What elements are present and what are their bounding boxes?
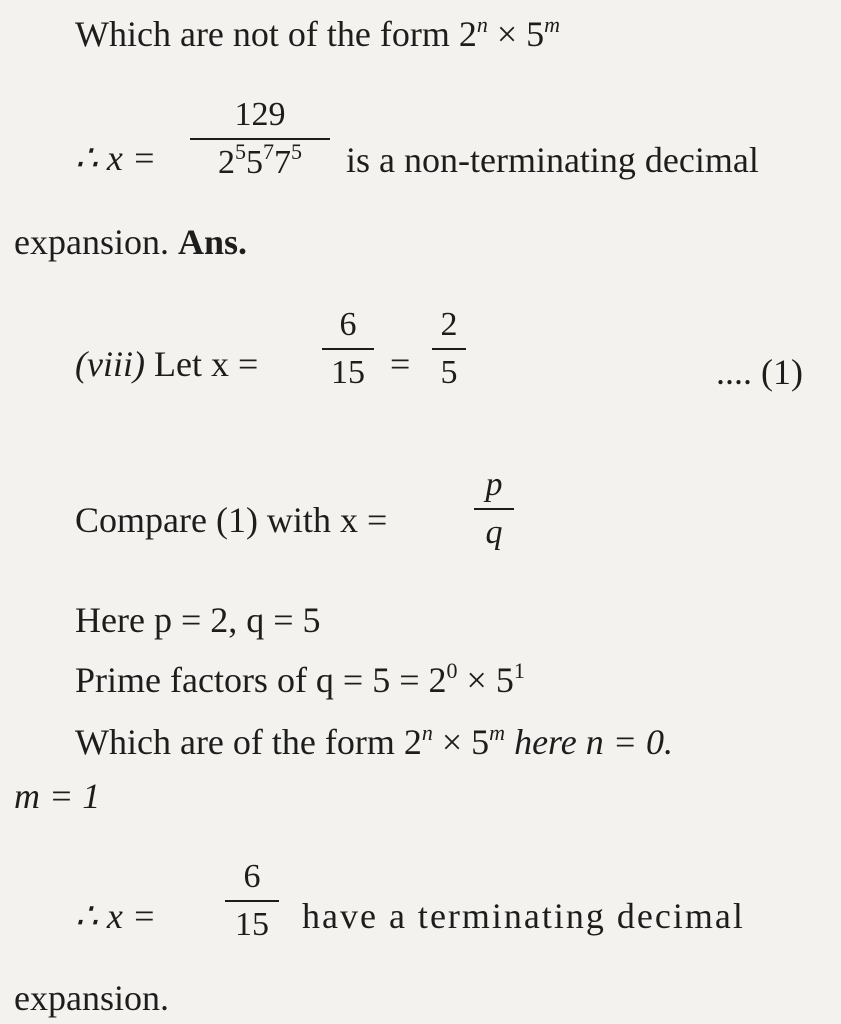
line3-text: expansion. bbox=[14, 222, 169, 262]
line4-label bbox=[75, 344, 258, 384]
line5-den: q bbox=[485, 514, 503, 551]
line1-text: Which are not of the form 2 bbox=[75, 14, 477, 54]
line7-times: × 5 bbox=[457, 660, 514, 700]
line10-therefore: ∴ x = bbox=[75, 896, 157, 936]
line7-exp2: 1 bbox=[513, 658, 525, 683]
line4-fraction2 bbox=[432, 306, 466, 392]
line4-bar1 bbox=[322, 348, 374, 350]
line4-let: Let x = bbox=[153, 344, 259, 384]
line1-times: × 5 bbox=[487, 14, 545, 54]
line4-den1: 15 bbox=[331, 354, 365, 391]
line3-ans: Ans. bbox=[177, 222, 247, 262]
line5-fraction bbox=[474, 466, 514, 552]
line-m-equals bbox=[14, 776, 100, 816]
line8-exp-n: n bbox=[421, 720, 433, 745]
line5-compare: Compare (1) with x = bbox=[75, 500, 388, 540]
line7-text: Prime factors of q = 5 = 2 bbox=[75, 660, 447, 700]
line1-exp-n: n bbox=[476, 12, 488, 37]
line-expansion-ans bbox=[14, 222, 247, 262]
line10-bar bbox=[225, 900, 279, 902]
line8-text: Which are of the form 2 bbox=[75, 722, 422, 762]
line4-viii: (viii) bbox=[75, 344, 145, 384]
line8-exp-m: m bbox=[489, 720, 506, 745]
line6-text: Here p = 2, q = 5 bbox=[75, 600, 321, 640]
line4-den2: 5 bbox=[440, 354, 458, 391]
line2-tail: is a non-terminating decimal bbox=[346, 140, 759, 180]
line-here-pq bbox=[75, 600, 321, 640]
line8-tail: here n = 0. bbox=[505, 722, 673, 762]
line2-fraction-bar bbox=[190, 138, 330, 140]
line10-num: 6 bbox=[243, 858, 261, 895]
line2-numerator: 129 bbox=[234, 96, 286, 133]
line-prime-factors bbox=[75, 660, 525, 700]
line1-exp-m: m bbox=[544, 12, 561, 37]
line10-tail: have a terminating decimal bbox=[302, 896, 745, 936]
line10-fraction bbox=[225, 858, 279, 944]
line11-text: expansion. bbox=[14, 978, 169, 1018]
line5-text bbox=[75, 500, 387, 540]
line2-therefore: ∴ x = bbox=[75, 138, 157, 178]
line4-fraction1 bbox=[322, 306, 374, 392]
line-form-of bbox=[75, 722, 673, 762]
line4-eq: = bbox=[390, 344, 411, 384]
line9-text: m = 1 bbox=[14, 776, 101, 816]
line2-denominator: $2^55^77^5$ bbox=[218, 139, 302, 181]
line4-eqno: .... (1) bbox=[716, 352, 803, 392]
line2-fraction bbox=[190, 96, 330, 182]
line4-bar2 bbox=[432, 348, 466, 350]
line10-den: 15 bbox=[235, 906, 269, 943]
line8-times: × 5 bbox=[432, 722, 490, 762]
line5-num: p bbox=[485, 466, 503, 503]
line4-num1: 6 bbox=[339, 306, 357, 343]
line5-bar bbox=[474, 508, 514, 510]
line-form-not bbox=[75, 14, 560, 54]
line7-exp1: 0 bbox=[446, 658, 458, 683]
line-expansion-end bbox=[14, 978, 169, 1018]
line4-num2: 2 bbox=[440, 306, 458, 343]
